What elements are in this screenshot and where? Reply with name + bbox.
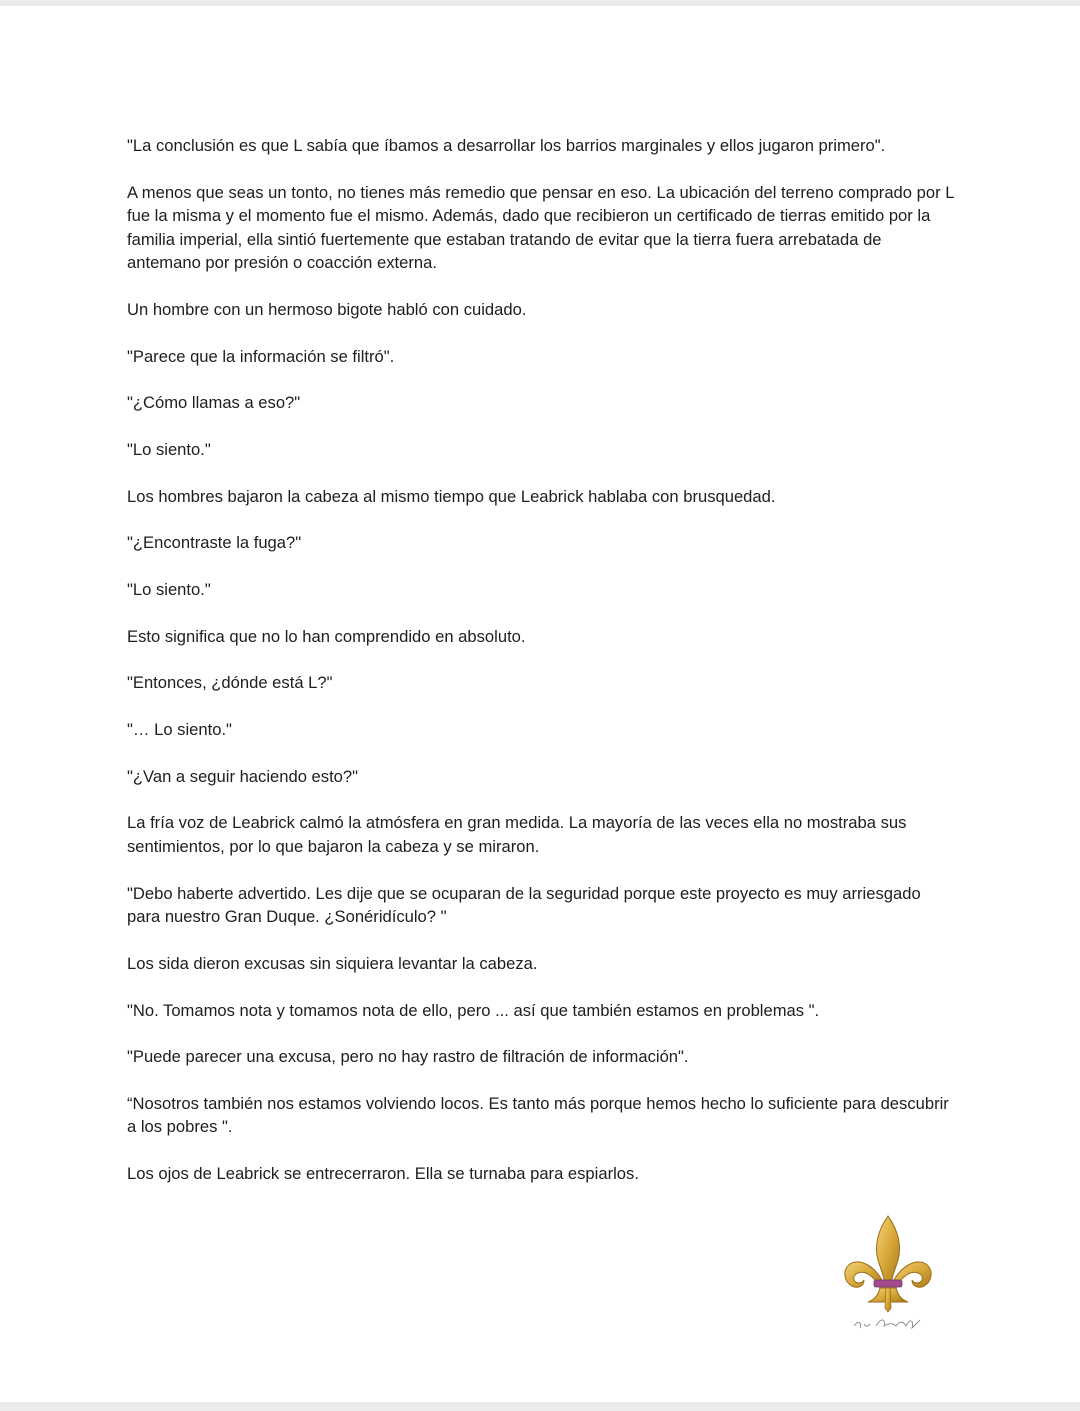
paragraph-10: Esto significa que no lo han comprendido en absoluto. bbox=[127, 626, 526, 646]
paragraph-15: "Debo haberte advertido. Les dije que se ocuparan de la seguridad porque este proyecto es muy arriesgado para nuestro Gran Duque. ¿Sonéridículo? " bbox=[127, 883, 921, 927]
paragraph-9: "Lo siento." bbox=[127, 580, 211, 599]
paragraph-4: "Parece que la información se filtró". bbox=[127, 346, 395, 366]
paragraph-1: "La conclusión es que L sabía que íbamos a desarrollar los barrios marginales y ellos jugaron primero". bbox=[127, 136, 886, 155]
paragraph-14: La fría voz de Leabrick calmó la atmósfera en gran medida. La mayoría de las veces ella no mostraba sus sentimientos, por lo que bajaron la cabeza y se miraron. bbox=[127, 813, 907, 856]
paragraph-18: "Puede parecer una excusa, pero no hay rastro de filtración de información". bbox=[127, 1047, 689, 1067]
paragraph-7: Los hombres bajaron la cabeza al mismo tiempo que Leabrick hablaba con brusquedad. bbox=[127, 486, 776, 506]
fleur-de-lis-icon bbox=[838, 1208, 938, 1338]
paragraph-20: Los ojos de Leabrick se entrecerraron. Ella se turnaba para espiarlos. bbox=[127, 1164, 639, 1184]
paragraph-13: "¿Van a seguir haciendo esto?" bbox=[127, 766, 359, 786]
document-body bbox=[127, 134, 957, 1209]
watermark-emblem bbox=[838, 1208, 938, 1338]
paragraph-12: "… Lo siento." bbox=[127, 720, 232, 740]
paragraph-6: "Lo siento." bbox=[127, 439, 211, 459]
document-page bbox=[0, 6, 1080, 1402]
paragraph-19: “Nosotros también nos estamos volviendo locos. Es tanto más porque hemos hecho lo suficiente para descubrir a los pobres ". bbox=[127, 1093, 949, 1137]
paragraph-2: A menos que seas un tonto, no tienes más remedio que pensar en eso. La ubicación del terreno comprado por L fue la misma y el momento fue el mismo. Además, dado que recibieron un certificado de tierras emitido por la familia imperial, ella sintió fuertemente que estaban tratando de evitar que la tierra fuera arrebatada de antemano por presión o coacción externa. bbox=[127, 182, 954, 273]
paragraph-8: "¿Encontraste la fuga?" bbox=[127, 533, 302, 553]
paragraph-17: "No. Tomamos nota y tomamos nota de ello, pero ... así que también estamos en problemas ". bbox=[127, 1000, 820, 1020]
paragraph-16: Los sida dieron excusas sin siquiera levantar la cabeza. bbox=[127, 953, 538, 973]
paragraph-11: "Entonces, ¿dónde está L?" bbox=[127, 673, 333, 693]
paragraph-5: "¿Cómo llamas a eso?" bbox=[127, 393, 301, 413]
paragraph-3: Un hombre con un hermoso bigote habló con cuidado. bbox=[127, 299, 527, 319]
